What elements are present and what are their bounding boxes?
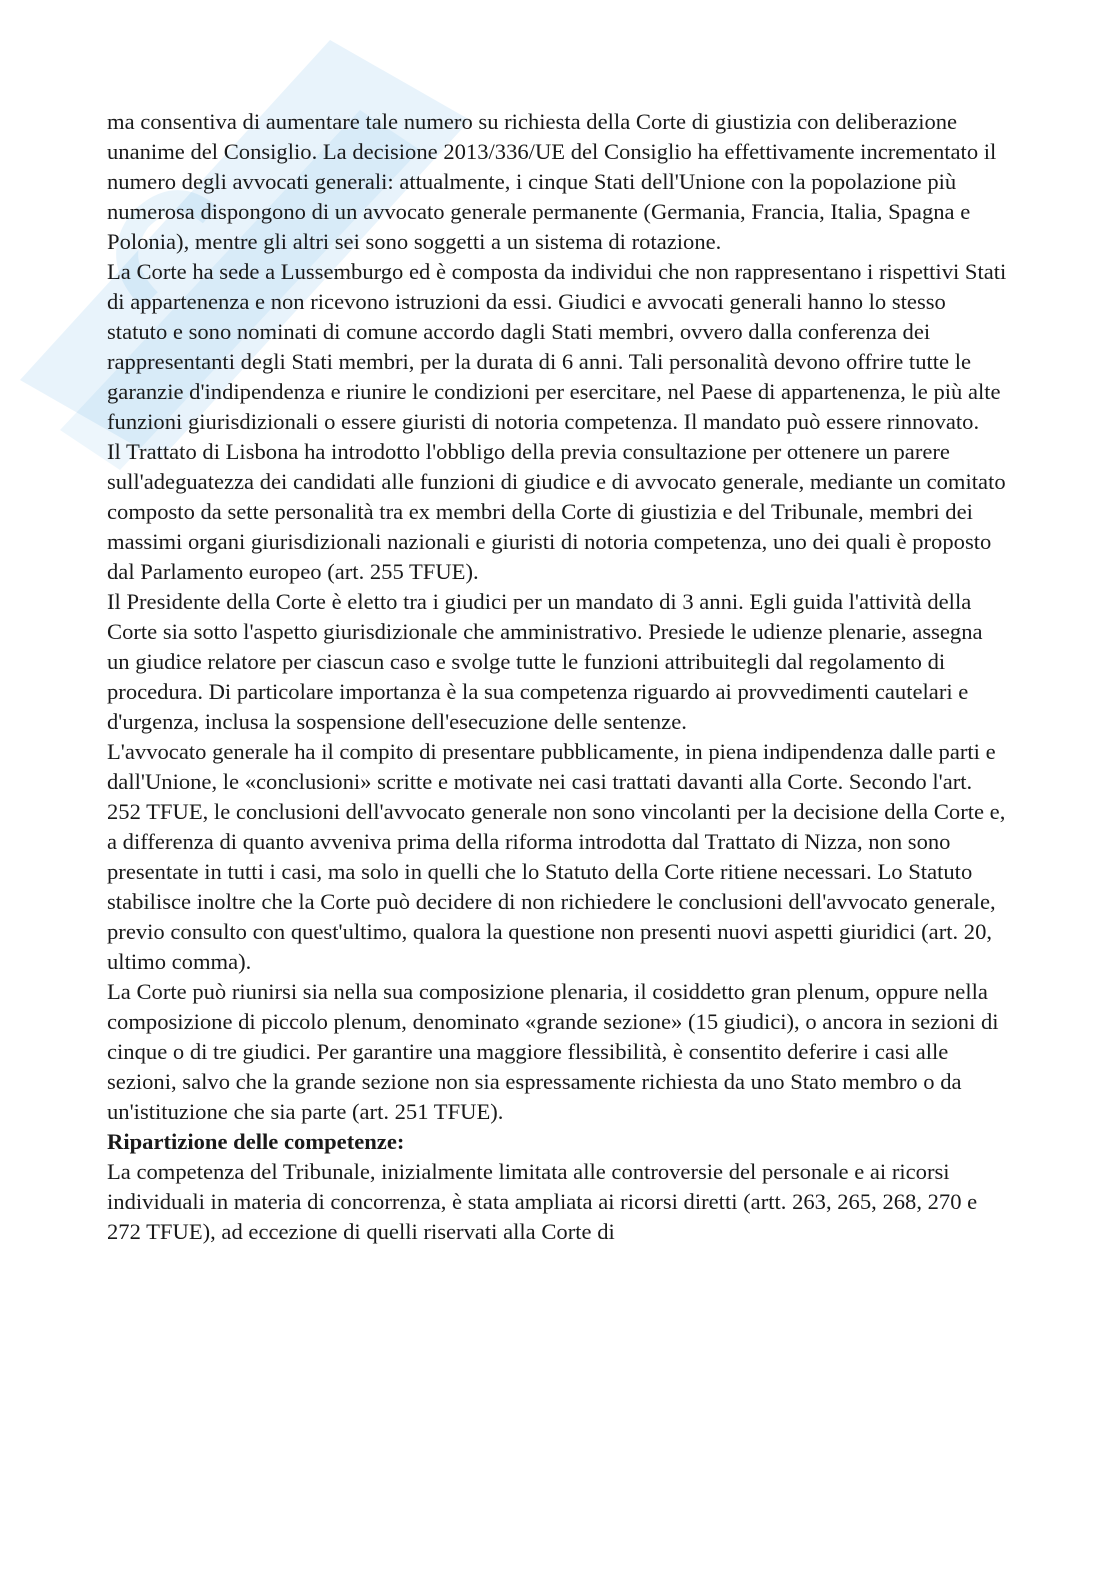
document-body	[107, 107, 1007, 1247]
paragraph-7: La competenza del Tribunale, inizialmente limitata alle controversie del personale e ai ricorsi individuali in materia di concorrenza, è stata ampliata ai ricorsi diretti (artt. 263, 265, 268, 270 e 272 TFUE), ad eccezione di quelli riservati alla Corte di	[107, 1159, 978, 1244]
paragraph-6: La Corte può riunirsi sia nella sua composizione plenaria, il cosiddetto gran plenum, oppure nella composizione di piccolo plenum, denominato «grande sezione» (15 giudici), o ancora in sezioni di cinque o di tre giudici. Per garantire una maggiore flessibilità, è consentito deferire i casi alle sezioni, salvo che la grande sezione non sia espressamente richiesta da uno Stato membro o da un'istituzione che sia parte (art. 251 TFUE).	[107, 979, 999, 1124]
paragraph-4: Il Presidente della Corte è eletto tra i giudici per un mandato di 3 anni. Egli guida l'attività della Corte sia sotto l'aspetto giurisdizionale che amministrativo. Presiede le udienze plenarie, assegna un giudice relatore per ciascun caso e svolge tutte le funzioni attribuitegli dal regolamento di procedura. Di particolare importanza è la sua competenza riguardo ai provvedimenti cautelari e d'urgenza, inclusa la sospensione dell'esecuzione delle sentenze.	[107, 589, 983, 734]
paragraph-3: Il Trattato di Lisbona ha introdotto l'obbligo della previa consultazione per ottenere un parere sull'adeguatezza dei candidati alle funzioni di giudice e di avvocato generale, mediante un comitato composto da sette personalità tra ex membri della Corte di giustizia e del Tribunale, membri dei massimi organi giurisdizionali nazionali e giuristi di notoria competenza, uno dei quali è proposto dal Parlamento europeo (art. 255 TFUE).	[107, 439, 1006, 584]
paragraph-2: La Corte ha sede a Lussemburgo ed è composta da individui che non rappresentano i rispettivi Stati di appartenenza e non ricevono istruzioni da essi. Giudici e avvocati generali hanno lo stesso statuto e sono nominati di comune accordo dagli Stati membri, ovvero dalla conferenza dei rappresentanti degli Stati membri, per la durata di 6 anni. Tali personalità devono offrire tutte le garanzie d'indipendenza e riunire le condizioni per esercitare, nel Paese di appartenenza, le più alte funzioni giurisdizionali o essere giuristi di notoria competenza. Il mandato può essere rinnovato.	[107, 259, 1007, 434]
paragraph-1: ma consentiva di aumentare tale numero su richiesta della Corte di giustizia con deliberazione unanime del Consiglio. La decisione 2013/336/UE del Consiglio ha effettivamente incrementato il numero degli avvocati generali: attualmente, i cinque Stati dell'Unione con la popolazione più numerosa dispongono di un avvocato generale permanente (Germania, Francia, Italia, Spagna e Polonia), mentre gli altri sei sono soggetti a un sistema di rotazione.	[107, 109, 997, 254]
section-heading: Ripartizione delle competenze:	[107, 1129, 405, 1154]
paragraph-5: L'avvocato generale ha il compito di presentare pubblicamente, in piena indipendenza dalle parti e dall'Unione, le «conclusioni» scritte e motivate nei casi trattati davanti alla Corte. Secondo l'art. 252 TFUE, le conclusioni dell'avvocato generale non sono vincolanti per la decisione della Corte e, a differenza di quanto avveniva prima della riforma introdotta dal Trattato di Nizza, non sono presentate in tutti i casi, ma solo in quelli che lo Statuto della Corte ritiene necessari. Lo Statuto stabilisce inoltre che la Corte può decidere di non richiedere le conclusioni dell'avvocato generale, previo consulto con quest'ultimo, qualora la questione non presenti nuovi aspetti giuridici (art. 20, ultimo comma).	[107, 739, 1006, 974]
